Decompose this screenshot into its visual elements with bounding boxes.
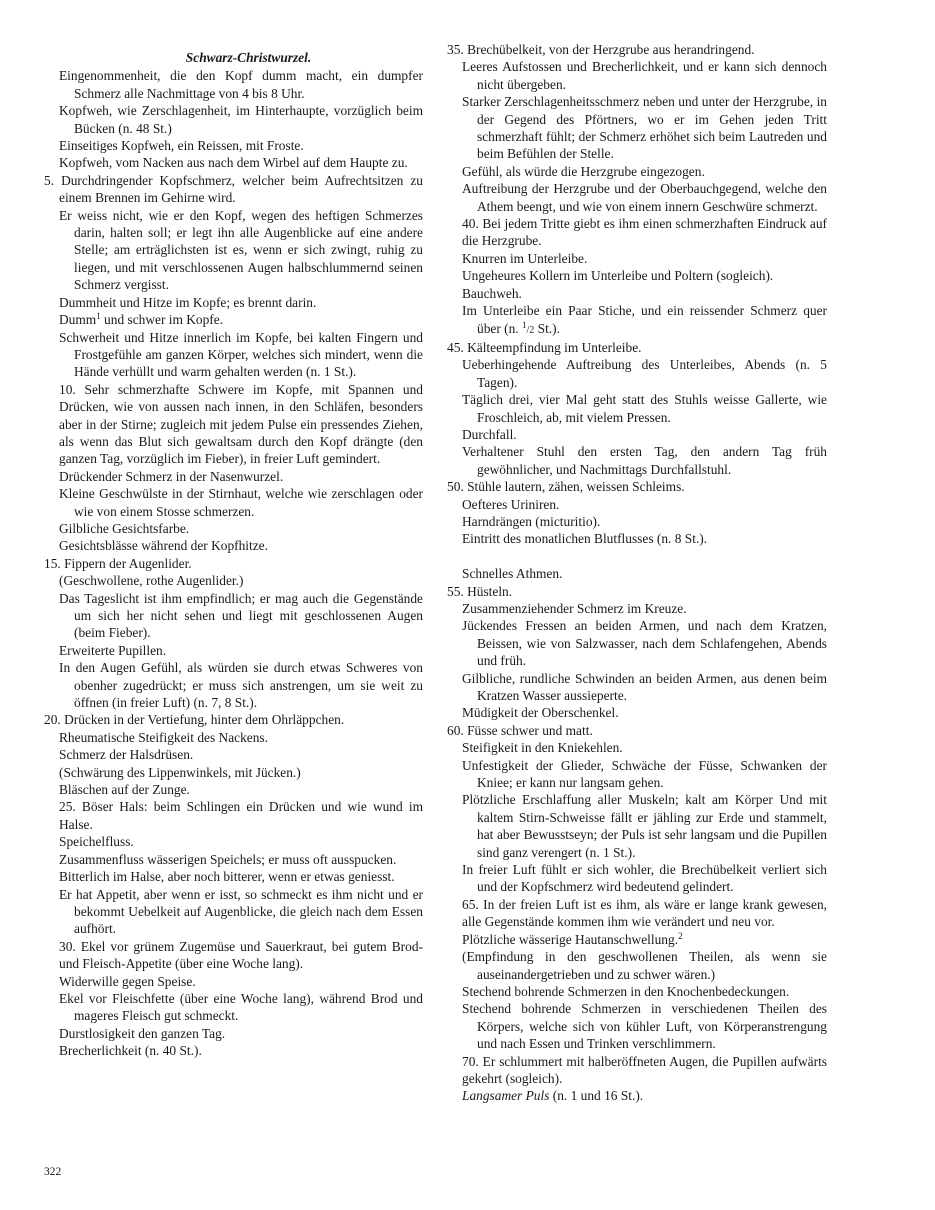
right-entries [447,41,827,1105]
left-entries [44,67,423,1059]
symptom-entry [44,798,423,833]
entry-text: Brecherlichkeit (n. 40 St.). [59,1043,202,1059]
symptom-entry [447,565,827,582]
symptom-entry [44,468,423,485]
symptom-entry [44,659,423,711]
entry-text: Speichelfluss. [59,834,134,850]
entry-text: (Empfindung in den geschwollenen Theilen, als wenn sie auseinandergetrieben und zu schwer wären.) [462,949,827,982]
entry-text: Widerwille gegen Speise. [59,973,196,989]
entry-text: Gilbliche Gesichtsfarbe. [59,520,190,536]
symptom-entry [447,1087,827,1104]
symptom-entry [447,391,827,426]
symptom-entry [447,983,827,1000]
entry-text: 45. Kälteempfindung im Unterleibe. [447,339,642,355]
symptom-entry [44,711,423,728]
entry-text: 20. Drücken in der Vertiefung, hinter dem Ohrläppchen. [44,712,345,728]
right-column [447,0,827,1105]
entry-text: 50. Stühle lautern, zähen, weissen Schleims. [447,479,685,495]
symptom-entry [44,154,423,171]
symptom-entry [447,530,827,547]
symptom-entry [44,938,423,973]
symptom-entry [447,739,827,756]
symptom-entry [447,948,827,983]
entry-text: (Geschwollene, rothe Augenlider.) [59,573,244,589]
entry-text: Durstlosigkeit den ganzen Tag. [59,1025,226,1041]
symptom-entry [447,163,827,180]
symptom-entry [44,572,423,589]
entry-text-cont: St.). [534,320,560,336]
fraction: $^1$/2 [522,319,535,336]
entry-text: Ueberhingehende Auftreibung des Unterleibes, Abends (n. 5 Tagen). [462,357,827,390]
entry-text: 65. In der freien Luft ist es ihm, als wäre er lange krank gewesen, alle Gegenstände kommen ihm wie verändert und neu vor. [462,896,827,930]
symptom-entry [44,642,423,659]
symptom-entry [447,931,827,948]
page-number: 322 [44,1166,62,1178]
entry-text: Kleine Geschwülste in der Stirnhaut, welche wie zerschlagen oder wie von einem Stosse schmerzen. [59,486,423,519]
symptom-entry [447,426,827,443]
symptom-entry [447,1053,827,1088]
entry-text: Bitterlich im Halse, aber noch bitterer, wenn er etwas geniesst. [59,869,395,885]
symptom-entry [447,791,827,861]
symptom-entry [44,381,423,468]
symptom-entry [447,896,827,931]
entry-text: 5. Durchdringender Kopfschmerz, welcher beim Aufrechtsitzen zu einem Brennen im Gehirne wird. [44,172,423,206]
symptom-entry [447,443,827,478]
entry-text: 25. Böser Hals: beim Schlingen ein Drücken und wie wund im Halse. [59,799,423,832]
entry-text: Plötzliche Erschlaffung aller Muskeln; kalt am Körper Und mit kaltem Stirn-Schweisse fällt er jähling zur Erde und stammelt, hat aber Bewusstseyn; der Puls ist sehr langsam und die Pupillen sind ganz verengert (n. 1 St.). [462,792,827,860]
left-column [44,0,423,1060]
symptom-entry [447,339,827,356]
symptom-entry [44,886,423,938]
entry-text: Unfestigkeit der Glieder, Schwäche der Füsse, Schwanken der Kniee; er kann nur langsam gehen. [462,757,827,791]
entry-text: Dumm [59,312,97,328]
entry-text: (Schwärung des Lippenwinkels, mit Jücken.) [59,764,301,780]
entry-text: Leeres Aufstossen und Brecherlichkeit, und er kann sich dennoch nicht übergeben. [462,59,827,92]
entry-text: Er weiss nicht, wie er den Kopf, wegen des heftigen Schmerzes darin, halten soll; er legt ihn alle Augenblicke auf eine andere Stelle; am erträglichsten ist es, wenn er sich zwingt, ruhig zu liegen, und mit verschlossenen Augen halbschlummernd seinen Schmerz vergisst. [59,207,423,293]
symptom-entry [447,58,827,93]
entry-text: Erweiterte Pupillen. [59,642,167,658]
symptom-entry [44,833,423,850]
fraction-numerator: 1 [522,319,527,330]
entry-text: Gefühl, als würde die Herzgrube eingezogen. [462,163,705,179]
symptom-entry [447,617,827,669]
symptom-entry [447,496,827,513]
footnote-marker: 1 [96,311,101,322]
entry-text: Das Tageslicht ist ihm empfindlich; er mag auch die Gegenstände um sich her nicht sehen und liegt mit geschlossenen Augen (beim Fieber). [59,590,423,641]
entry-text: Im Unterleibe ein Paar Stiche, und ein reissender Schmerz quer über (n. [462,303,827,336]
symptom-entry [447,180,827,215]
entry-text: Harndrängen (micturitio). [462,513,601,529]
entry-text: Schnelles Athmen. [462,566,563,582]
entry-text: 55. Hüsteln. [447,583,513,599]
symptom-entry [44,1025,423,1042]
symptom-entry [447,757,827,792]
entry-text: 70. Er schlummert mit halberöffneten Augen, die Pupillen aufwärts gekehrt (sogleich). [462,1053,827,1086]
symptom-entry [447,93,827,163]
entry-text: 30. Ekel vor grünem Zugemüse und Sauerkraut, bei gutem Brod- und Fleisch-Appetite (über eine Woche lang). [59,938,423,972]
symptom-entry [44,207,423,294]
entry-text: Plötzliche wässerige Hautanschwellung. [462,931,679,947]
symptom-entry [44,729,423,746]
symptom-entry [447,356,827,391]
entry-text: Bläschen auf der Zunge. [59,782,190,798]
symptom-entry [44,137,423,154]
symptom-entry [44,851,423,868]
entry-text: 60. Füsse schwer und matt. [447,722,593,738]
entry-text: In freier Luft fühlt er sich wohler, die Brechübelkeit verliert sich und der Kopfschmerz wird bedeutend gelindert. [462,862,827,895]
entry-text: Stechend bohrende Schmerzen in verschiedenen Theilen des Körpers, welche sich von kühler Luft, von Körperanstrengung und nach Essen und Trinken verschlimmern. [462,1001,827,1052]
page-title: Schwarz-Christwurzel. [185,50,312,65]
symptom-entry [447,267,827,284]
symptom-entry [44,102,423,137]
symptom-entry [447,704,827,721]
symptom-entry [44,781,423,798]
entry-text: Eingenommenheit, die den Kopf dumm macht, ein dumpfer Schmerz alle Nachmittage von 4 bis 8 Uhr. [59,68,423,101]
entry-text: Ekel vor Fleischfette (über eine Woche lang), während Brod und mageres Fleisch gut schmeckt. [59,990,423,1024]
footnote-marker: 2 [678,930,683,941]
symptom-entry [44,1042,423,1059]
entry-text: Oefteres Uriniren. [462,496,560,512]
entry-text: Dummheit und Hitze im Kopfe; es brennt darin. [59,294,317,310]
entry-text: Stechend bohrende Schmerzen in den Knochenbedeckungen. [462,983,790,999]
symptom-entry [44,520,423,537]
entry-text: Er hat Appetit, aber wenn er isst, so schmeckt es ihm nicht und er bekommt Uebelkeit auf Augenblicke, die gleich nach dem Essen aufhört. [59,886,423,937]
entry-text: Schwerheit und Hitze innerlich im Kopfe, bei kalten Fingern und Frostgefühle am ganzen Körper, welches sich mindert, wenn die Hände verhüllt und warm gehalten werden (n. 1 St.). [59,329,423,380]
entry-text: 35. Brechübelkeit, von der Herzgrube aus herandringend. [447,42,755,57]
entry-text: Verhaltener Stuhl den ersten Tag, den andern Tag früh gewöhnlicher, und Nachmittags Durchfallstuhl. [462,444,827,477]
entry-text: Durchfall. [462,426,517,442]
entry-text: Kopfweh, vom Nacken aus nach dem Wirbel auf dem Haupte zu. [59,155,408,171]
symptom-entry [447,513,827,530]
symptom-entry [447,861,827,896]
symptom-entry [44,311,423,328]
symptom-entry [44,764,423,781]
entry-text: Bauchweh. [462,285,522,301]
symptom-entry [44,485,423,520]
entry-text: 40. Bei jedem Tritte giebt es ihm einen schmerzhaften Eindruck auf die Herzgrube. [462,216,827,249]
entry-text: Kopfweh, wie Zerschlagenheit, im Hinterhaupte, vorzüglich beim Bücken (n. 48 St.) [59,103,423,136]
symptom-entry [447,41,827,58]
entry-text: Rheumatische Steifigkeit des Nackens. [59,729,268,745]
entry-text: Zusammenfluss wässerigen Speichels; er muss oft ausspucken. [59,851,397,867]
entry-text: Starker Zerschlagenheitsschmerz neben und unter der Herzgrube, in der Gegend des Pförtners, wo er im Gehen jeden Tritt schmerzhaft fühlt; der Schmerz erhöhet sich beim Lautreden und beim Befühlen der Stelle. [462,94,827,162]
symptom-entry [44,990,423,1025]
entry-text: Jückendes Fressen an beiden Armen, und nach dem Kratzen, Beissen, wie von Salzwasser, nach dem Schlafengehen, Abends und früh. [462,618,827,669]
symptom-entry [447,722,827,739]
entry-text: Zusammenziehender Schmerz im Kreuze. [462,600,687,616]
symptom-entry [44,67,423,102]
entry-text: In den Augen Gefühl, als würden sie durch etwas Schweres von obenher zugedrückt; er muss sich anstrengen, um sie weit zu öffnen (in freier Luft) (n. 7, 8 St.). [59,660,423,711]
symptom-entry [447,215,827,250]
symptom-entry [44,746,423,763]
symptom-entry [447,583,827,600]
symptom-entry [447,670,827,705]
entry-text: Einseitiges Kopfweh, ein Reissen, mit Froste. [59,138,304,154]
entry-text: Auftreibung der Herzgrube und der Oberbauchgegend, welche den Athem beengt, und wie von einem innern Geschwüre schmerzt. [462,181,827,214]
symptom-entry [44,973,423,990]
entry-text: Gesichtsblässe während der Kopfhitze. [59,538,268,554]
entry-text: Gilbliche, rundliche Schwinden an beiden Armen, aus denen beim Kratzen Wasser aussieperte. [462,670,827,704]
fraction-denominator: 2 [529,324,535,336]
symptom-entry [447,478,827,495]
symptom-entry [44,537,423,554]
symptom-entry [44,172,423,207]
entry-text: Eintritt des monatlichen Blutflusses (n. 8 St.). [462,531,708,547]
entry-text: Knurren im Unterleibe. [462,250,588,266]
entry-text: Ungeheures Kollern im Unterleibe und Poltern (sogleich). [462,268,774,284]
entry-text: Müdigkeit der Oberschenkel. [462,705,619,721]
entry-text: 15. Fippern der Augenlider. [44,555,192,571]
entry-text: 10. Sehr schmerzhafte Schwere im Kopfe, mit Spannen und Drücken, wie von aussen nach innen, in den Schläfen, besonders aber in der Stirne; zugleich mit jedem Pulse ein pressendes Ziehen, als wenn das Blut sich gewaltsam durch den Kopf drängte (den ganzen Tag, vorzüglich im Fieber), in freier Luft gemindert. [59,381,423,467]
symptom-entry [44,329,423,381]
symptom-entry [447,1000,827,1052]
symptom-entry [44,590,423,642]
symptom-entry [447,285,827,302]
entry-text: Täglich drei, vier Mal geht statt des Stuhls weisse Gallerte, wie Froschleich, ab, mit vielem Pressen. [462,392,827,425]
entry-text-cont: und schwer im Kopfe. [100,312,224,328]
entry-text-cont: (n. 1 und 16 St.). [549,1088,644,1104]
entry-text: Steifigkeit in den Kniekehlen. [462,740,623,756]
symptom-entry [44,555,423,572]
symptom-entry [447,302,827,339]
entry-text: Drückender Schmerz in der Nasenwurzel. [59,468,284,484]
symptom-entry [44,868,423,885]
entry-text: Langsamer Puls [462,1088,550,1104]
entry-text: Schmerz der Halsdrüsen. [59,747,194,763]
symptom-entry [44,294,423,311]
symptom-entry [447,250,827,267]
symptom-entry [447,600,827,617]
